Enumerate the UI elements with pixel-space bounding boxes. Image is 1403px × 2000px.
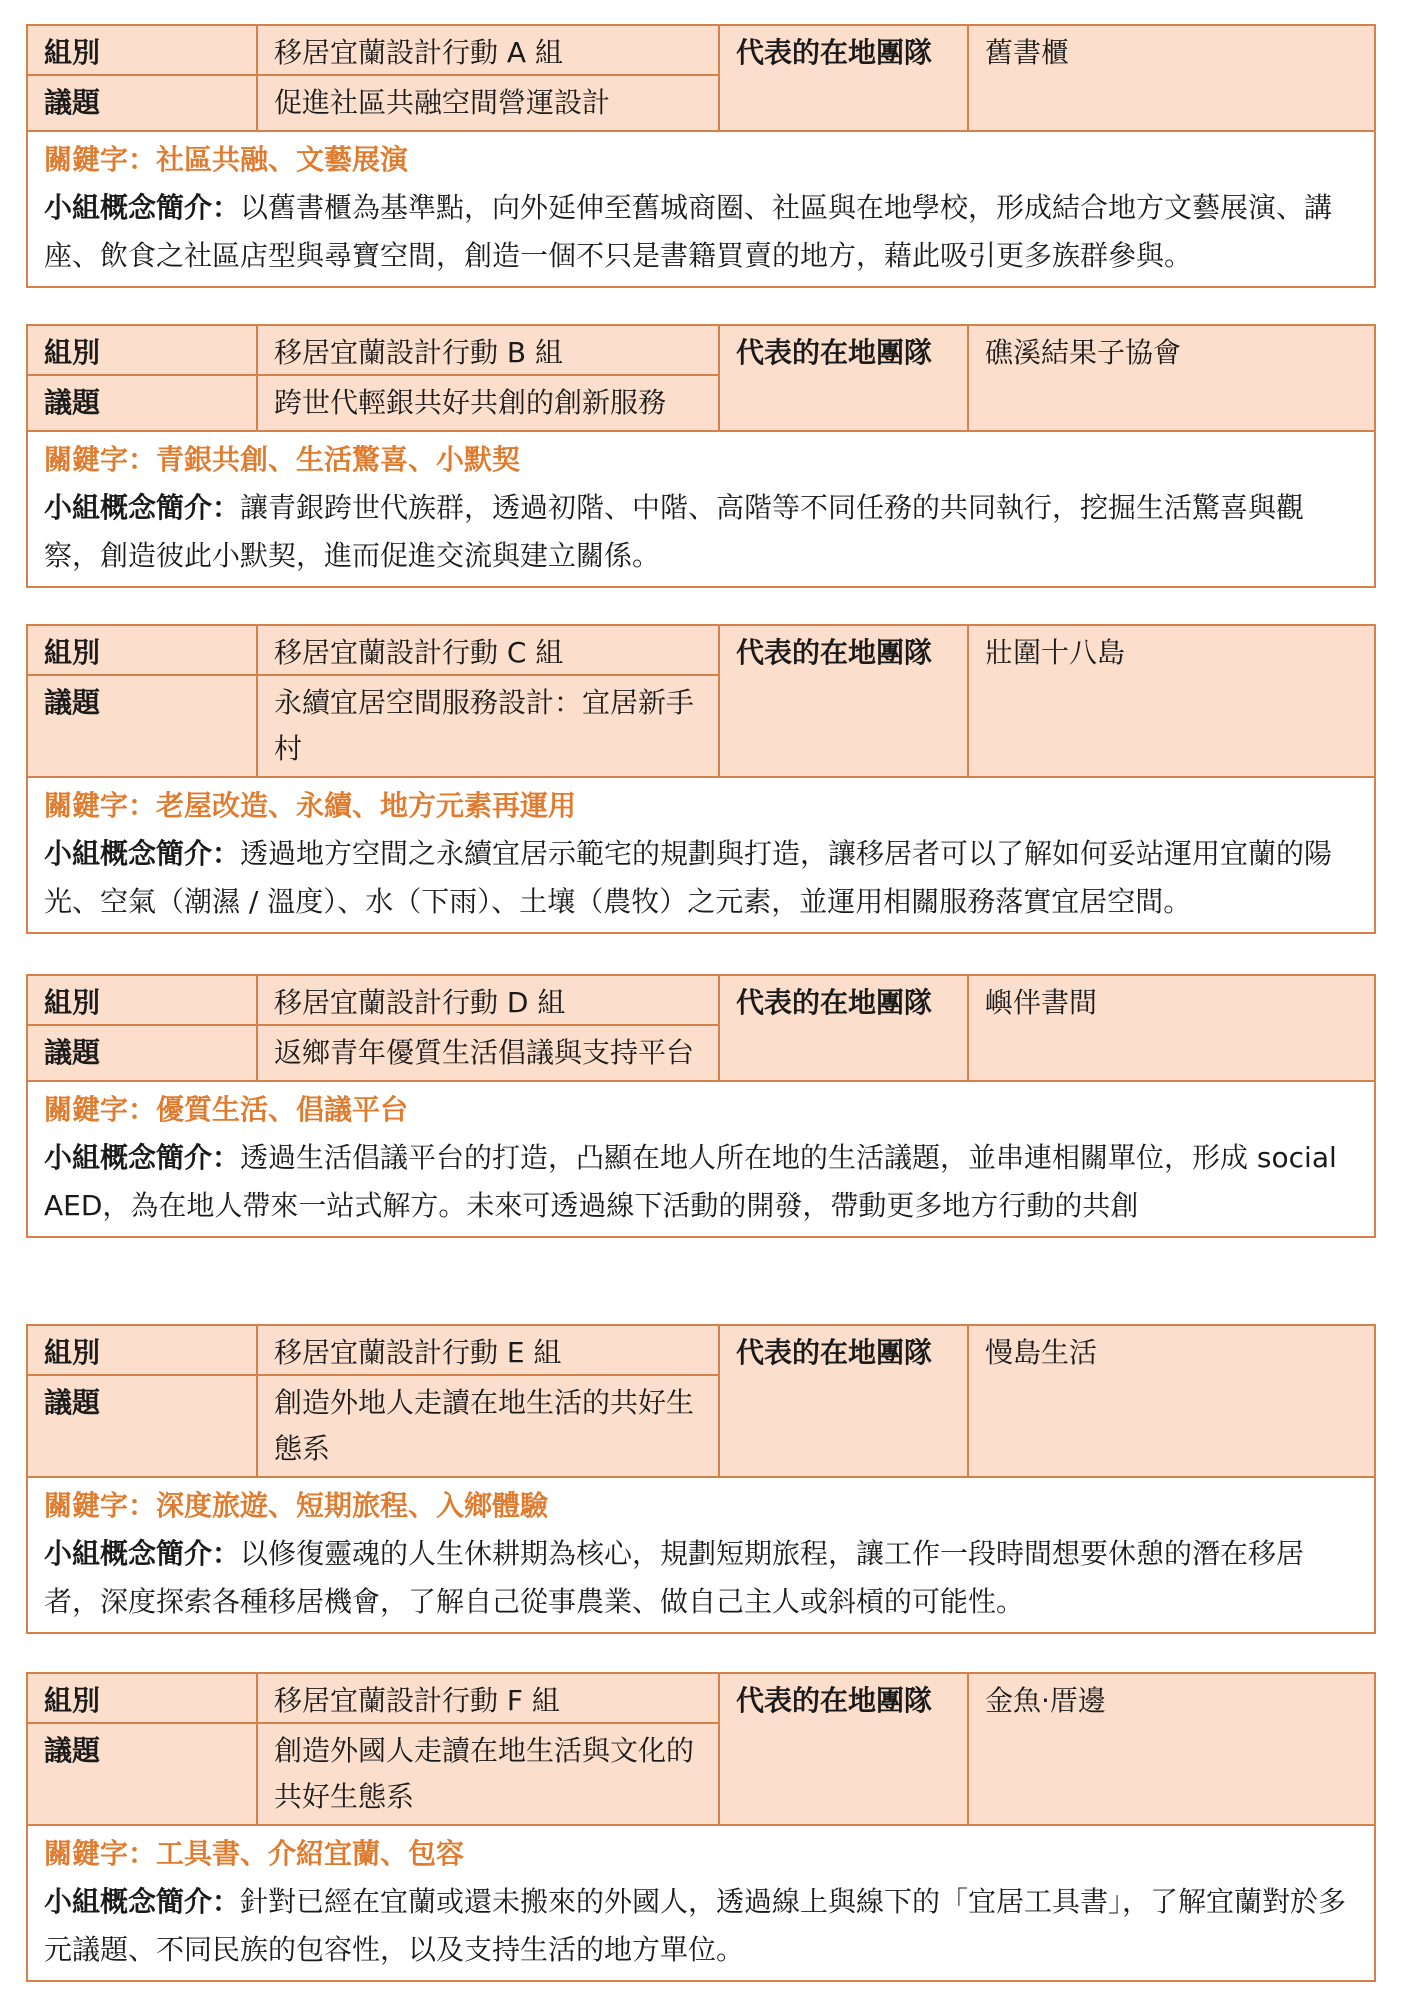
group-label: 組別 — [28, 626, 258, 676]
keywords-line — [44, 1482, 1358, 1530]
group-table-f — [26, 1672, 1376, 1982]
group-header — [28, 626, 1374, 776]
keywords-value: 優質生活、倡議平台 — [156, 1093, 409, 1126]
group-body — [28, 1080, 1374, 1236]
keywords-value: 深度旅遊、短期旅程、入鄉體驗 — [156, 1489, 549, 1522]
group-name: 移居宜蘭設計行動 D 組 — [258, 976, 720, 1026]
keywords-label: 關鍵字： — [44, 1489, 157, 1522]
keywords-line — [44, 136, 1358, 184]
team-name: 礁溪結果子協會 — [985, 336, 1182, 369]
topic-label: 議題 — [28, 1376, 258, 1476]
group-label: 組別 — [28, 976, 258, 1026]
group-table-e — [26, 1324, 1376, 1634]
team-label: 代表的在地團隊 — [720, 1326, 969, 1476]
group-name: 移居宜蘭設計行動 E 組 — [258, 1326, 720, 1376]
team-name: 慢島生活 — [985, 1336, 1098, 1369]
group-header — [28, 326, 1374, 430]
team-name: 壯圍十八島 — [985, 636, 1126, 669]
group-table-a — [26, 24, 1376, 288]
team-name: 金魚·厝邊 — [985, 1684, 1106, 1717]
group-body — [28, 776, 1374, 932]
group-body — [28, 130, 1374, 286]
intro-line — [44, 184, 1358, 280]
keywords-line — [44, 1830, 1358, 1878]
group-label: 組別 — [28, 26, 258, 76]
team-label: 代表的在地團隊 — [720, 976, 969, 1080]
intro-text: 針對已經在宜蘭或還未搬來的外國人，透過線上與線下的「宜居工具書」，了解宜蘭對於多元議題、不同民族的包容性，以及支持生活的地方單位。 — [44, 1885, 1347, 1966]
keywords-label: 關鍵字： — [44, 443, 157, 476]
team-name: 嶼伴書間 — [985, 986, 1098, 1019]
intro-label: 小組概念簡介： — [44, 491, 241, 524]
intro-line — [44, 1878, 1358, 1974]
intro-line — [44, 1134, 1358, 1230]
intro-text: 透過地方空間之永續宜居示範宅的規劃與打造，讓移居者可以了解如何妥站運用宜蘭的陽光、空氣（潮濕 / 溫度）、水（下雨）、土壤（農牧）之元素，並運用相關服務落實宜居空間。 — [44, 837, 1333, 918]
group-name: 移居宜蘭設計行動 C 組 — [258, 626, 720, 676]
group-header — [28, 1674, 1374, 1824]
keywords-line — [44, 782, 1358, 830]
team-label: 代表的在地團隊 — [720, 26, 969, 130]
intro-label: 小組概念簡介： — [44, 837, 241, 870]
group-name: 移居宜蘭設計行動 F 組 — [258, 1674, 720, 1724]
keywords-label: 關鍵字： — [44, 143, 157, 176]
intro-text: 讓青銀跨世代族群，透過初階、中階、高階等不同任務的共同執行，挖掘生活驚喜與觀察，創造彼此小默契，進而促進交流與建立關係。 — [44, 491, 1305, 572]
topic-value: 創造外地人走讀在地生活的共好生態系 — [258, 1376, 720, 1476]
intro-text: 透過生活倡議平台的打造，凸顯在地人所在地的生活議題，並串連相關單位，形成 social AED，為在地人帶來一站式解方。未來可透過線下活動的開發，帶動更多地方行動的共創 — [44, 1141, 1337, 1222]
team-label: 代表的在地團隊 — [720, 326, 969, 430]
topic-value: 永續宜居空間服務設計：宜居新手村 — [258, 676, 720, 776]
keywords-value: 青銀共創、生活驚喜、小默契 — [156, 443, 521, 476]
intro-text: 以舊書櫃為基準點，向外延伸至舊城商圈、社區與在地學校，形成結合地方文藝展演、講座、飲食之社區店型與尋寶空間，創造一個不只是書籍買賣的地方，藉此吸引更多族群參與。 — [44, 191, 1333, 272]
topic-label: 議題 — [28, 676, 258, 776]
keywords-line — [44, 1086, 1358, 1134]
group-name: 移居宜蘭設計行動 B 組 — [258, 326, 720, 376]
group-table-b — [26, 324, 1376, 588]
keywords-value: 社區共融、文藝展演 — [156, 143, 409, 176]
group-table-c — [26, 624, 1376, 934]
team-label: 代表的在地團隊 — [720, 1674, 969, 1824]
keywords-value: 老屋改造、永續、地方元素再運用 — [156, 789, 577, 822]
intro-label: 小組概念簡介： — [44, 191, 241, 224]
intro-label: 小組概念簡介： — [44, 1141, 241, 1174]
topic-value: 跨世代輕銀共好共創的創新服務 — [258, 376, 720, 430]
keywords-label: 關鍵字： — [44, 1093, 157, 1126]
group-body — [28, 430, 1374, 586]
topic-label: 議題 — [28, 1026, 258, 1080]
intro-line — [44, 830, 1358, 926]
group-header — [28, 976, 1374, 1080]
keywords-line — [44, 436, 1358, 484]
intro-line — [44, 1530, 1358, 1626]
keywords-value: 工具書、介紹宜蘭、包容 — [156, 1837, 465, 1870]
team-label: 代表的在地團隊 — [720, 626, 969, 776]
intro-line — [44, 484, 1358, 580]
group-label: 組別 — [28, 326, 258, 376]
group-table-d — [26, 974, 1376, 1238]
team-name: 舊書櫃 — [985, 36, 1070, 69]
topic-value: 返鄉青年優質生活倡議與支持平台 — [258, 1026, 720, 1080]
topic-value: 促進社區共融空間營運設計 — [258, 76, 720, 130]
topic-label: 議題 — [28, 376, 258, 430]
topic-label: 議題 — [28, 76, 258, 130]
intro-label: 小組概念簡介： — [44, 1885, 241, 1918]
group-body — [28, 1476, 1374, 1632]
topic-value: 創造外國人走讀在地生活與文化的共好生態系 — [258, 1724, 720, 1824]
topic-label: 議題 — [28, 1724, 258, 1824]
group-body — [28, 1824, 1374, 1980]
group-name: 移居宜蘭設計行動 A 組 — [258, 26, 720, 76]
intro-text: 以修復靈魂的人生休耕期為核心，規劃短期旅程，讓工作一段時間想要休憩的潛在移居者，深度探索各種移居機會，了解自己從事農業、做自己主人或斜槓的可能性。 — [44, 1537, 1305, 1618]
group-label: 組別 — [28, 1674, 258, 1724]
keywords-label: 關鍵字： — [44, 1837, 157, 1870]
group-header — [28, 1326, 1374, 1476]
intro-label: 小組概念簡介： — [44, 1537, 241, 1570]
group-label: 組別 — [28, 1326, 258, 1376]
group-header — [28, 26, 1374, 130]
keywords-label: 關鍵字： — [44, 789, 157, 822]
